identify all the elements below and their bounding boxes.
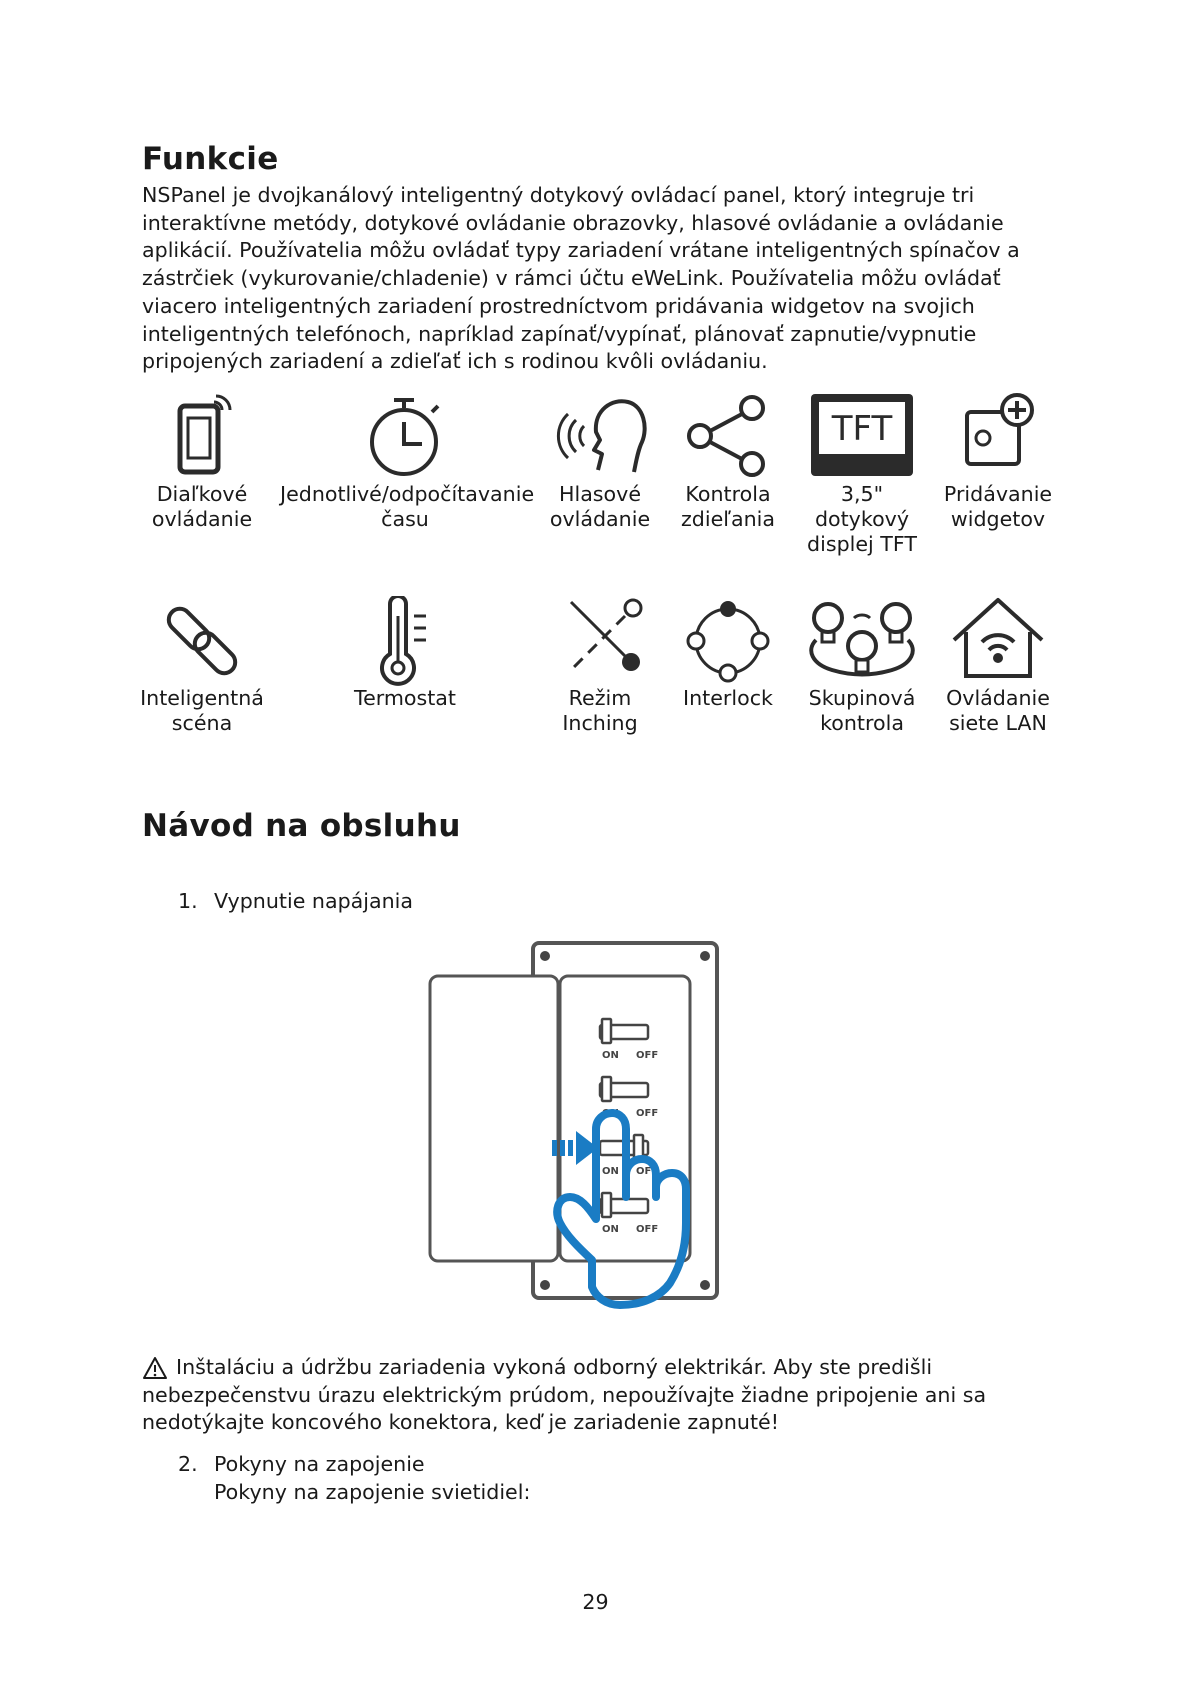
- intro-line: NSPanel je dvojkanálový inteligentný dotykový ovládací panel, ktorý integruje tri: [142, 183, 975, 207]
- feature-share-control: [673, 392, 783, 532]
- warning-line: nebezpečenstvu úrazu elektrickým prúdom, nepoužívajte žiadne pripojenie ani sa: [142, 1382, 987, 1407]
- power-off-illustration: [420, 935, 770, 1335]
- feature-smart-scene: [132, 596, 272, 736]
- feature-timer: [280, 392, 535, 532]
- feature-add-widgets: [938, 392, 1058, 532]
- group-bulbs-icon: [802, 596, 922, 686]
- intro-line: aplikácií. Používatelia môžu ovládať typy zariadení vrátane inteligentných spínačov a: [142, 238, 1020, 263]
- safety-warning: [142, 1354, 1042, 1437]
- inching-icon: [555, 596, 645, 686]
- section-title-manual: Návod na obsluhu: [142, 808, 461, 844]
- switch-off-label: OFF: [636, 1050, 659, 1061]
- feature-label: času: [381, 507, 429, 531]
- feature-group-control: [800, 596, 924, 736]
- warning-triangle-icon: [142, 1356, 168, 1380]
- feature-label: 3,5": [840, 482, 884, 506]
- step-subtext: Pokyny na zapojenie svietidiel:: [214, 1479, 531, 1504]
- feature-label: kontrola: [820, 711, 904, 735]
- warning-line: Inštaláciu a údržbu zariadenia vykoná odborný elektrikár. Aby ste predišli: [176, 1355, 933, 1379]
- feature-inching-mode: [545, 596, 655, 736]
- switch-off-label: OFF: [636, 1166, 659, 1177]
- link-icon: [157, 596, 247, 686]
- switch-off-label: OFF: [636, 1224, 659, 1235]
- feature-label: Režim: [568, 686, 632, 710]
- switch-on-label: ON: [602, 1166, 619, 1177]
- feature-thermostat: [330, 596, 480, 711]
- feature-label: Pridávanie: [943, 482, 1053, 506]
- step-number: 1.: [178, 889, 198, 913]
- front-cover: [430, 976, 558, 1261]
- intro-paragraph: [142, 182, 1022, 376]
- add-widget-icon: [953, 392, 1043, 482]
- switch-on-label: ON: [602, 1050, 619, 1061]
- feature-label: Inteligentná: [140, 686, 264, 710]
- phone-remote-icon: [162, 392, 242, 482]
- feature-label: Kontrola: [685, 482, 771, 506]
- page-number: 29: [582, 1590, 609, 1614]
- step-text: Vypnutie napájania: [214, 889, 414, 913]
- feature-label: scéna: [171, 711, 233, 735]
- feature-label: Skupinová: [808, 686, 916, 710]
- section-title-features: Funkcie: [142, 141, 279, 177]
- feature-label: Inching: [562, 711, 638, 735]
- lan-house-icon: [948, 596, 1048, 686]
- intro-line: viacero inteligentných zariadení prostredníctvom pridávania widgetov na svojich: [142, 293, 975, 318]
- feature-label: dotykový: [814, 507, 910, 531]
- feature-remote-control: [142, 392, 262, 532]
- warning-line: nedotýkajte koncového konektora, keď je zariadenie zapnuté!: [142, 1410, 779, 1435]
- intro-line: zástrčiek (vykurovanie/chladenie) v rámci účtu eWeLink. Používatelia môžu ovládať: [142, 266, 1001, 291]
- intro-line: pripojených zariadení a zdieľať ich s rodinou kvôli ovládaniu.: [142, 349, 768, 374]
- voice-head-icon: [550, 392, 650, 482]
- intro-line: interaktívne metódy, dotykové ovládanie obrazovky, hlasové ovládanie a ovládanie: [142, 210, 1004, 235]
- stopwatch-icon: [360, 392, 450, 482]
- step-text: Pokyny na zapojenie: [214, 1452, 425, 1476]
- feature-lan-control: [938, 596, 1058, 736]
- tft-icon-text: TFT: [831, 409, 893, 449]
- switch-on-label: ON: [602, 1224, 619, 1235]
- share-icon: [680, 392, 776, 482]
- intro-line: inteligentných telefónoch, napríklad zapínať/vypínať, plánovať zapnutie/vypnutie: [142, 321, 977, 346]
- feature-interlock: [673, 596, 783, 711]
- feature-label: Termostat: [353, 686, 456, 710]
- feature-label: zdieľania: [680, 507, 775, 531]
- feature-label: ovládanie: [151, 507, 253, 531]
- tft-display-icon: [807, 392, 917, 482]
- feature-voice-control: [545, 392, 655, 532]
- thermometer-icon: [360, 596, 450, 686]
- feature-label: Jednotlivé/odpočítavanie: [280, 482, 535, 506]
- feature-label: widgetov: [950, 507, 1046, 531]
- feature-tft-display: [800, 392, 924, 557]
- switch-off-label: OFF: [636, 1108, 659, 1119]
- switch-on-label: ON: [602, 1108, 619, 1119]
- feature-label: Ovládanie: [946, 686, 1050, 710]
- feature-label: ovládanie: [549, 507, 651, 531]
- step-number: 2.: [178, 1452, 198, 1476]
- feature-label: Interlock: [683, 686, 773, 710]
- feature-label: Hlasové: [558, 482, 641, 506]
- feature-label: displej TFT: [807, 532, 917, 556]
- feature-label: siete LAN: [949, 711, 1047, 735]
- interlock-icon: [683, 596, 773, 686]
- feature-label: Diaľkové: [156, 482, 248, 506]
